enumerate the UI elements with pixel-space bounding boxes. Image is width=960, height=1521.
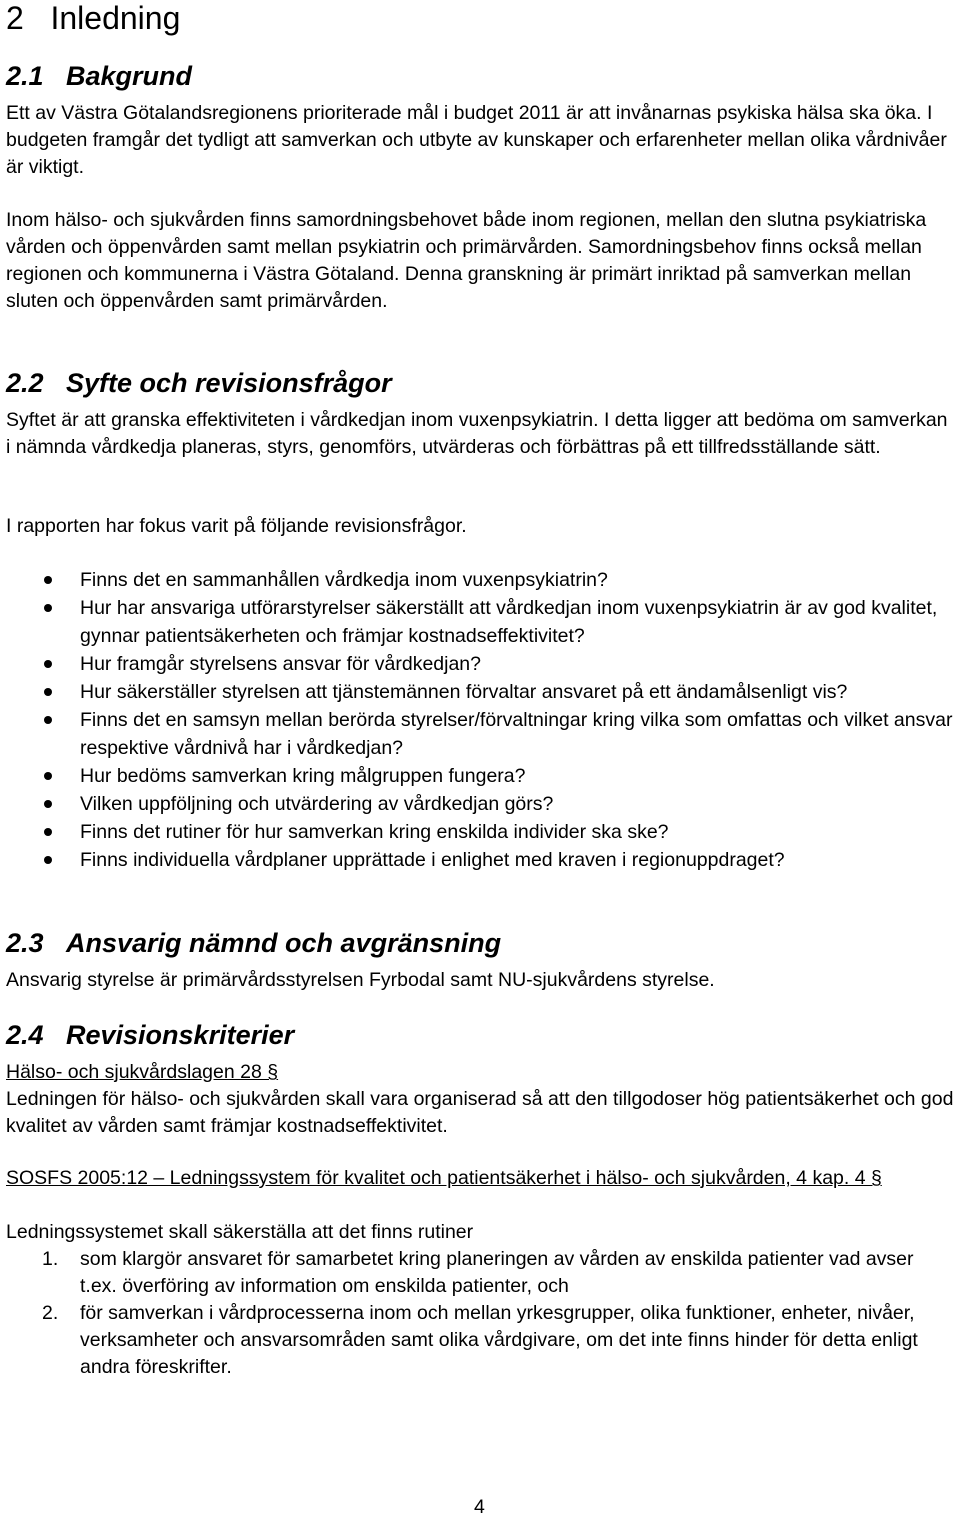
list-item: Hur bedöms samverkan kring målgruppen fungera? bbox=[6, 762, 954, 790]
list-item: Finns individuella vårdplaner upprättade i enlighet med kraven i regionuppdraget? bbox=[6, 846, 954, 874]
section-heading-2-2 bbox=[6, 367, 392, 399]
paragraph: I rapporten har fokus varit på följande revisionsfrågor. bbox=[6, 515, 467, 537]
law-title: SOSFS 2005:12 – Ledningssystem för kvalitet och patientsäkerhet i hälso- och sjukvården, 4 kap. 4 § bbox=[6, 1167, 882, 1189]
bullet-icon bbox=[44, 576, 52, 584]
chapter-number: 2 bbox=[6, 0, 24, 36]
bullet-icon bbox=[44, 828, 52, 836]
bullet-icon bbox=[44, 772, 52, 780]
law-title: Hälso- och sjukvårdslagen 28 § bbox=[6, 1061, 279, 1083]
section-heading-2-3 bbox=[6, 927, 501, 959]
section-title: Ansvarig nämnd och avgränsning bbox=[66, 928, 502, 958]
paragraph: Ledningen för hälso- och sjukvården skall vara organiserad så att den tillgodoser hög patientsäkerhet och god kvalitet av vården samt främjar kostnadseffektivitet. bbox=[6, 1088, 954, 1137]
paragraph: Ett av Västra Götalandsregionens prioriterade mål i budget 2011 är att invånarnas psykiska hälsa ska öka. I budgeten framgår det tydligt att samverkan och utbyte av kunskaper och erfarenheter mellan olika vårdnivåer är viktigt. bbox=[6, 102, 947, 178]
list-item: Finns det en samsyn mellan berörda styrelser/förvaltningar kring vilka som omfattas och vilket ansvar respektive vårdnivå har i vårdkedjan? bbox=[6, 706, 954, 762]
paragraph: Ledningssystemet skall säkerställa att det finns rutiner bbox=[6, 1221, 474, 1243]
section-heading-2-4 bbox=[6, 1019, 294, 1051]
list-item: 2. för samverkan i vårdprocesserna inom och mellan yrkesgrupper, olika funktioner, enheter, nivåer, verksamheter och ansvarsområden samt olika vårdgivare, om det inte finns hinder för detta enligt andra föreskrifter. bbox=[42, 1302, 918, 1378]
chapter-title: Inledning bbox=[50, 0, 181, 36]
paragraph: Syftet är att granska effektiviteten i vårdkedjan inom vuxenpsykiatrin. I detta ligger att bedöma om samverkan i nämnda vårdkedja planeras, styrs, genomförs, utvärderas och förbättras på ett tillfredsställande sätt. bbox=[6, 409, 948, 458]
list-item: Hur har ansvariga utförarstyrelser säkerställt att vårdkedjan inom vuxenpsykiatrin är av god kvalitet, gynnar patientsäkerheten och främjar kostnadseffektivitet? bbox=[6, 594, 954, 650]
list-item: Finns det en sammanhållen vårdkedja inom vuxenpsykiatrin? bbox=[6, 566, 954, 594]
list-item: Vilken uppföljning och utvärdering av vårdkedjan görs? bbox=[6, 790, 954, 818]
section-number: 2.2 bbox=[6, 368, 44, 398]
list-item: Hur säkerställer styrelsen att tjänstemännen förvaltar ansvaret på ett ändamålsenligt vis? bbox=[6, 678, 954, 706]
section-number: 2.4 bbox=[6, 1020, 44, 1050]
paragraph: Ansvarig styrelse är primärvårdsstyrelsen Fyrbodal samt NU-sjukvårdens styrelse. bbox=[6, 969, 715, 991]
list-item: Hur framgår styrelsens ansvar för vårdkedjan? bbox=[6, 650, 954, 678]
revision-questions-list bbox=[6, 566, 954, 874]
section-number: 2.3 bbox=[6, 928, 44, 958]
bullet-icon bbox=[44, 604, 52, 612]
section-title: Bakgrund bbox=[66, 61, 193, 91]
section-title: Revisionskriterier bbox=[66, 1020, 295, 1050]
chapter-heading bbox=[6, 0, 180, 36]
bullet-icon bbox=[44, 716, 52, 724]
bullet-icon bbox=[44, 800, 52, 808]
bullet-icon bbox=[44, 688, 52, 696]
list-item: Finns det rutiner för hur samverkan kring enskilda individer ska ske? bbox=[6, 818, 954, 846]
bullet-icon bbox=[44, 660, 52, 668]
paragraph: Inom hälso- och sjukvården finns samordningsbehovet både inom regionen, mellan den slutna psykiatriska vården och öppenvården samt mellan psykiatrin och primärvården. Samordningsbehov finns också mellan regionen och kommunerna i Västra Götaland. Denna granskning är primärt inriktad på samverkan mellan sluten och öppenvården samt primärvården. bbox=[6, 209, 927, 312]
page-number: 4 bbox=[474, 1496, 485, 1518]
list-item: 1. som klargör ansvaret för samarbetet kring planeringen av vården av enskilda patienter vad avser t.ex. överföring av information om enskilda patienter, och bbox=[42, 1248, 914, 1297]
section-heading-2-1 bbox=[6, 60, 192, 92]
routines-list bbox=[6, 1246, 954, 1381]
section-title: Syfte och revisionsfrågor bbox=[66, 368, 392, 398]
section-number: 2.1 bbox=[6, 61, 44, 91]
bullet-icon bbox=[44, 856, 52, 864]
